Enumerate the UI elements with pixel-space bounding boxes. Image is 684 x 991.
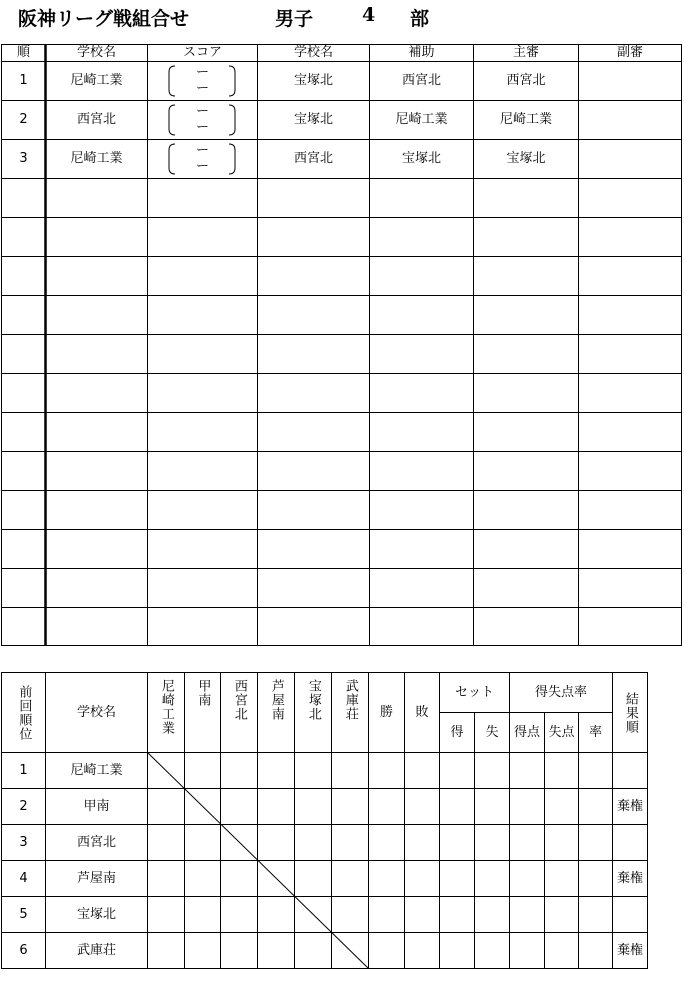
- col-school-b: 学校名: [293, 44, 333, 60]
- row-rank: 5: [19, 906, 28, 922]
- row-sub-referee: [579, 101, 681, 139]
- score-dashes: [196, 65, 209, 97]
- col-result-rank: [613, 673, 647, 752]
- score-cell[interactable]: [148, 140, 257, 178]
- row-result: [613, 753, 647, 788]
- opponent-label: 甲南: [195, 679, 211, 707]
- row-team-b: 宝塚北: [293, 112, 333, 128]
- row-rank: 6: [19, 942, 28, 958]
- col-opponent: [148, 673, 184, 752]
- score-dash: ー: [195, 120, 209, 135]
- row-referee: 宝塚北: [506, 151, 546, 167]
- division-suffix: 部: [410, 8, 430, 30]
- row-order: 3: [19, 151, 28, 167]
- score-dash: ー: [195, 65, 209, 80]
- score-dashes: [196, 143, 209, 175]
- row-referee: 西宮北: [506, 73, 546, 89]
- col-ratio: 率: [588, 724, 602, 740]
- row-school: 宝塚北: [76, 906, 116, 922]
- col-sets-won: 得: [450, 724, 464, 740]
- row-sub-referee: [579, 140, 681, 178]
- col-assist: 補助: [408, 44, 435, 60]
- row-rank: 3: [19, 834, 28, 850]
- row-team-b: 宝塚北: [293, 73, 333, 89]
- col-school: 学校名: [76, 704, 116, 720]
- col-prev-rank: [2, 673, 45, 752]
- row-school: 尼崎工業: [70, 762, 123, 778]
- division-number: 4: [362, 4, 376, 26]
- row-rank: 4: [19, 870, 28, 886]
- row-assist: 宝塚北: [401, 151, 441, 167]
- col-opponent: [185, 673, 220, 752]
- col-points-won: 得点: [513, 724, 540, 740]
- opponent-label: 宝塚北: [305, 679, 321, 721]
- opponent-label: 芦屋南: [268, 679, 284, 721]
- col-points-ratio: 得失点率: [534, 684, 587, 700]
- row-order: 2: [19, 112, 28, 128]
- col-losses: 敗: [415, 704, 429, 720]
- row-sub-referee: [579, 62, 681, 100]
- row-order: 1: [19, 73, 28, 89]
- col-points-lost: 失点: [548, 724, 575, 740]
- row-school: 西宮北: [76, 834, 116, 850]
- score-dashes: [196, 104, 209, 136]
- row-rank: 2: [19, 798, 28, 814]
- row-result: 棄権: [616, 870, 643, 886]
- row-team-a: 尼崎工業: [70, 151, 123, 167]
- row-team-a: 西宮北: [76, 112, 116, 128]
- opponent-label: 西宮北: [231, 679, 247, 721]
- result-rank-label: 結果順: [622, 691, 638, 734]
- col-referee: 主審: [512, 44, 539, 60]
- row-team-a: 尼崎工業: [70, 73, 123, 89]
- col-sub-referee: 副審: [616, 44, 643, 60]
- opponent-label: 尼崎工業: [158, 679, 174, 735]
- col-wins: 勝: [379, 704, 393, 720]
- col-opponent: [295, 673, 331, 752]
- row-result: 棄権: [616, 942, 643, 958]
- division-label: 男子: [275, 8, 314, 30]
- col-sets-lost: 失: [485, 724, 499, 740]
- page-title: 阪神リーグ戦組合せ: [18, 8, 190, 30]
- row-assist: 尼崎工業: [395, 112, 448, 128]
- col-opponent: [221, 673, 257, 752]
- score-dash: ー: [195, 143, 209, 158]
- row-school: 芦屋南: [76, 870, 116, 886]
- col-sets: セット: [454, 684, 494, 700]
- row-result: 棄権: [616, 798, 643, 814]
- col-school-a: 学校名: [76, 44, 116, 60]
- prev-rank-label: 前回順位: [16, 684, 32, 741]
- row-school: 武庫荘: [76, 942, 116, 958]
- col-score: スコア: [182, 44, 222, 60]
- col-opponent: [332, 673, 368, 752]
- score-dash: ー: [195, 159, 209, 174]
- score-cell[interactable]: [148, 62, 257, 100]
- score-dash: ー: [195, 104, 209, 119]
- row-rank: 1: [19, 762, 28, 778]
- row-assist: 西宮北: [401, 73, 441, 89]
- row-result: [613, 825, 647, 860]
- score-cell[interactable]: [148, 101, 257, 139]
- col-order: 順: [16, 44, 30, 60]
- col-opponent: [258, 673, 294, 752]
- opponent-label: 武庫荘: [342, 679, 358, 721]
- row-result: [613, 897, 647, 932]
- score-dash: ー: [195, 81, 209, 96]
- row-team-b: 西宮北: [293, 151, 333, 167]
- row-referee: 尼崎工業: [499, 112, 552, 128]
- row-school: 甲南: [83, 798, 110, 814]
